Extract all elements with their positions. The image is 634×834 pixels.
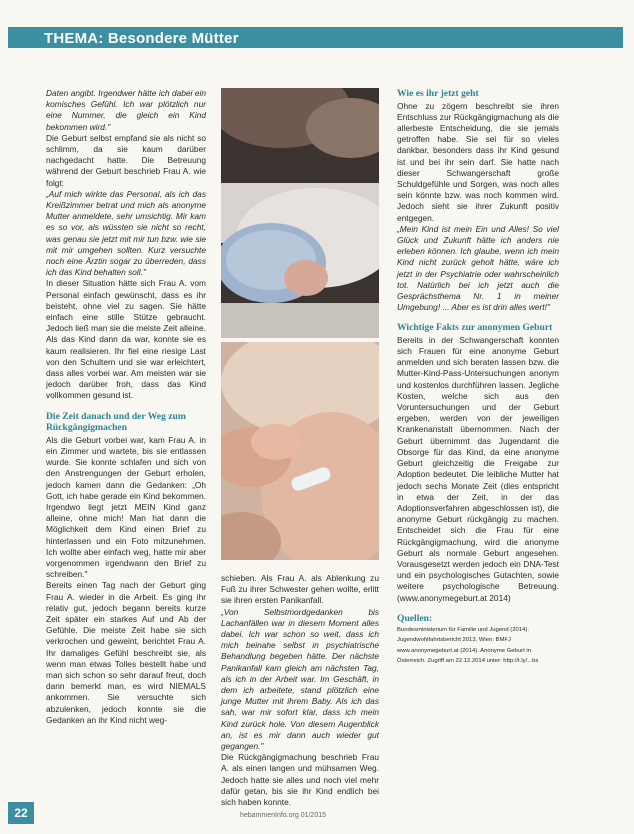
source-item: Bundesministerium für Familie und Jugend (2014). Jugendwohlfahrtsbericht 2013. Wien: BMFJ xyxy=(397,627,529,644)
left-paragraph: In dieser Situation hätte sich Frau A. vom Personal einfach gewünscht, dass es ihr beisteht, ohne viel zu sagen. Sie hätte einfach eine stille Stütze gebraucht. Jedoch ließ man sie die meiste Zeit alleine. Als das Kind dann da war, konnte sie es kaum realisieren. Ihr fiel eine riesige Last von den Schultern und sie war erleichtert, dass alles vorbei war. Am meisten war sie jedoch darüber froh, dass das Kind vollkommen gesund ist. xyxy=(46,278,206,401)
page-title: THEMA: Besondere Mütter xyxy=(44,30,239,47)
photo-newborn-illustration xyxy=(221,342,379,560)
photo-mother-illustration xyxy=(221,88,379,338)
right-column xyxy=(397,88,559,667)
left-paragraph: Als die Geburt vorbei war, kam Frau A. in ein Zimmer und wartete, bis sie entlassen wurde. Sie konnte schlafen und sich von den Anstrengungen der Geburt erholen, jedoch kamen dann die Gedanken: „Oh Gott, ich habe gerade ein Kind bekommen. Irgendwo liegt jetzt MEIN Kind ganz alleine, ohne mich! Man hat dann die Möglichkeit dem Kind einen Brief zu hinterlassen und ein Foto mitzunehmen. Ich wollte aber einfach weg, hatte mir aber vorgenommen irgendwann den Brief zu schreiben." xyxy=(46,434,206,580)
left-paragraph: „Auf mich wirkte das Personal, als ich das Kreißzimmer betrat und mich als anonyme Mutter anmeldete, sehr umsichtig. Mir kam es so vor, als wüssten sie nicht so recht, was genau sie jetzt mit mir tun bzw. wie sie mit mir umgehen sollten. Kurz versuchte noch eine Ärztin sogar zu überreden, dass ich das Kind behalten soll." xyxy=(46,188,206,278)
left-paragraph: Daten angibt. Irgendwer hätte ich dabei ein komisches Gefühl. Ich war plötzlich nur eine Nummer, die gleich ein Kind bekommen wird." xyxy=(46,88,206,132)
right-paragraph: Bereits in der Schwangerschaft konnten sich Frauen für eine anonyme Geburt anmelden und sich beraten lassen bzw. die Mutter-Kind-Pass-Untersuchungen anonym und kostenlos durchführen lassen. Jegliche Kosten, welche sich aus den Voruntersuchungen und der Geburt ergeben, werden von der jeweiligen Krankenanstalt übernommen. Nach der Geburt übernimmt das Jugendamt die Obsorge für das Kind, da eine anonyme Geburt gleichzeitig die Freigabe zur Adoption bedeutet. Die leibliche Mutter hat jedoch sechs Monate Zeit (dies entspricht in etwa der Zeit, in der das Adoptionsverfahren abgeschlossen ist), die anonyme Geburt rückgängig zu machen. Entscheidet sich die Frau für eine Rückgängigmachung, wird die anonyme Geburt als normale Geburt angesehen. Vorausgesetzt werden jedoch ein DNA-Test und ein psychologisches Gutachten, sowie weitere psychologische Betreuung. (www.anonymegeburt.at 2014) xyxy=(397,334,559,603)
sources-list xyxy=(397,625,559,666)
middle-paragraph: „Von Selbstmordgedanken bis Lachanfällen war in diesem Moment alles dabei. Ich war schon so weit, dass ich mich beinahe selbst in psychiatrische Behandlung begeben hätte. Der nächste Panikanfall kam gleich am nächsten Tag, als ich in der Arbeit war. Im Geschäft, in dem ich arbeitete, stand plötzlich eine junge Mutter mit ihrem Baby. Als ich das sah, war mir sofort klar, dass ich mein Kind zurück hole. Von diesem Augenblick an, ist es mir dann auch wieder gut gegangen." xyxy=(221,606,379,752)
left-column xyxy=(46,88,206,726)
middle-paragraph: Die Rückgängigmachung beschrieb Frau A. als einen langen und mühsamen Weg. Jedoch hatte sie alles und noch viel mehr dafür getan, bis sie ihr Kind endlich bei sich haben konnte. xyxy=(221,752,379,808)
page-number: 22 xyxy=(8,802,34,824)
right-paragraph: „Mein Kind ist mein Ein und Alles! So viel Glück und Zukunft hätte ich anders nie erleben können. Ich glaube, wenn ich mein Kind nicht zurück geholt hätte, wäre ich jetzt in der Psychiatrie oder wahrscheinlich tot. Natürlich bei ich jetzt auch die Gesprächsthema Nr. 1 in meiner Umgebung! ... Aber es ist drin alles wert!" xyxy=(397,223,559,313)
section-heading: Wichtige Fakts zur anonymen Geburt xyxy=(397,322,553,334)
sources-heading: Quellen: xyxy=(397,612,433,624)
middle-column xyxy=(221,573,379,808)
journal-footer: hebammenInfo.org 01/2015 xyxy=(240,812,327,819)
section-heading: Wie es ihr jetzt geht xyxy=(397,88,479,99)
right-paragraph: Ohne zu zögern beschreibt sie ihren Entschluss zur Rückgängigmachung als die allerbeste Entscheidung, die sie jemals getroffen habe. Sie sei für so vieles dankbar, besonders dass ihr Kind gesund ist und bei ihr sein darf. Sie hatte nach dieser Schwangerschaft große Schuldgefühle und Sorgen, was noch alles sein könnte bzw. was noch kommen wird. Jedoch sieht sie ihrer Zukunft positiv entgegen. xyxy=(397,100,559,223)
section-heading: Die Zeit danach und der Weg zum Rückgängigmachen xyxy=(46,410,186,434)
source-item: www.anonymegeburt.at (2014). Anonyme Geburt in Österreich. Zugriff am 22.12.2014 unter: http://t.ly/...bs xyxy=(397,648,539,665)
middle-paragraph: schieben. Als Frau A. als Ablenkung zu Fuß zu ihrer Schwester gehen wollte, erlitt sie ihren ersten Panikanfall. xyxy=(221,573,379,606)
photo-mother-with-newborn xyxy=(221,88,379,338)
left-paragraph: Bereits einen Tag nach der Geburt ging Frau A. wieder in die Arbeit. Es ging ihr relativ gut, jedoch begann bereits kurze Zeit später ein starkes Auf und Ab der Gefühle. Die meiste Zeit habe sie sich verkrochen und geweint, berichtet Frau A. Ihr damaliges Gefühl beschreibt sie, als wenn man etwas Tolles bestellt habe und man sich schon so sehr darauf freut, doch dann bemerkt man, es wird NIEMALS ankommen. Sie versuchte sich abzulenken, jedoch konnte sie die Gedanken an ihr Kind nicht weg- xyxy=(46,580,206,725)
left-paragraph: Die Geburt selbst empfand sie als nicht so schlimm, da sie kaum darüber nachgedacht hatte. Die Betreuung während der Geburt beschrieb Frau A. wie folgt: xyxy=(46,132,206,188)
photo-newborn-hand xyxy=(221,342,379,560)
